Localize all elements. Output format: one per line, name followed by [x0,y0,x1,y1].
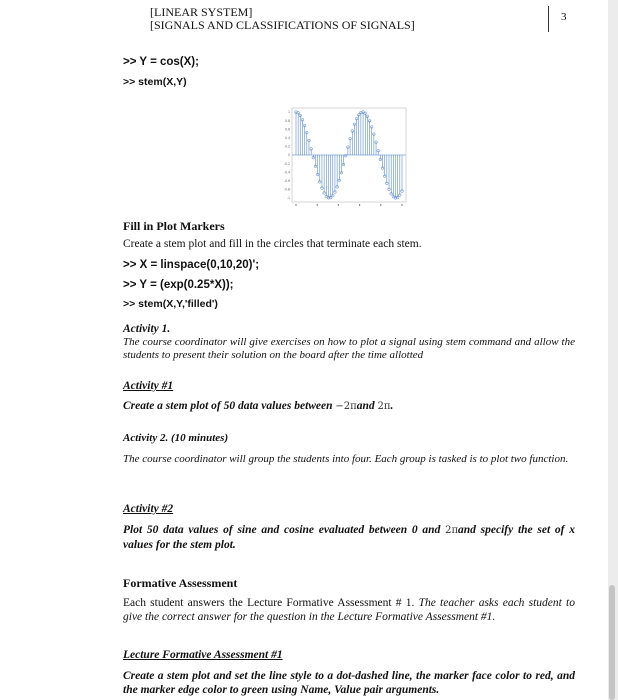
y-tick-label: -1 [286,196,290,201]
y-tick-label: -0.8 [283,187,290,192]
math-2pi: 2π [445,525,459,536]
formative-text [123,596,575,624]
scrollbar-thumb[interactable] [609,585,615,700]
activity-title: Activity #1 [123,380,174,392]
formative-text-part: The teacher asks each student to give the correct answer for the question in the Lecture Formative Assessment #1. [123,597,575,623]
activity-text-part: and [356,400,378,412]
header-subtitle: [SIGNALS AND CLASSIFICATIONS OF SIGNALS] [150,18,415,32]
y-tick-label: -0.4 [283,170,290,175]
formative-text-part: Each student answers the Lecture Formative Assessment # 1. [123,597,419,609]
activity-text [123,400,393,412]
y-tick-label: -0.6 [283,179,290,183]
activity-title: Activity 2. (10 minutes) [123,432,229,444]
header-title: [LINEAR SYSTEM] [150,5,253,19]
activity-text-part: . [390,400,394,412]
section-heading: Fill in Plot Markers [123,219,225,233]
y-tick-label: 0.2 [284,144,290,149]
x-tick-mark [295,204,296,205]
x-tick-mark [401,204,402,205]
code-line: >> stem(X,Y) [123,76,187,88]
code-line: >> Y = cos(X); [123,56,199,68]
code-line: >> Y = (exp(0.25*X)); [123,279,234,291]
activity-title: Activity 1. [123,323,171,335]
section-heading: Formative Assessment [123,576,238,590]
x-tick-mark [359,204,360,205]
page-number: 3 [561,11,567,23]
stem-plot-figure [278,104,414,208]
math-neg-2pi: −2π [335,401,357,412]
x-tick-mark [338,204,339,205]
code-line: >> stem(X,Y,'filled') [123,298,218,310]
activity-text: The course coordinator will group the students into four. Each group is tasked is to plot two function. [123,453,569,465]
x-tick-mark [317,204,318,205]
y-tick-label: 0.6 [284,127,290,132]
activity-title: Lecture Formative Assessment #1 [123,649,283,661]
y-tick-label: 0 [287,153,290,158]
math-2pi: 2π [377,401,391,412]
section-description: Create a stem plot and fill in the circles that terminate each stem. [123,238,422,250]
activity-title: Activity #2 [123,503,174,515]
y-tick-label: 0.4 [284,136,290,140]
y-tick-label: 0.8 [284,118,290,123]
activity-text [123,523,575,552]
x-tick-mark [380,204,381,205]
code-line: >> X = linspace(0,10,20)'; [123,259,260,271]
activity-text: Create a stem plot and set the line style to a dot-dashed line, the marker face color to red, and the marker edge color to green using Name, Value pair arguments. [123,670,575,696]
activity-text: The course coordinator will give exercises on how to plot a signal using stem command and allow the students to present their solution on the board after the time allotted [123,336,575,361]
activity-text-part: Create a stem plot of 50 data values between [123,400,336,412]
activity-text-part: Plot 50 data values of sine and cosine evaluated between 0 and [123,524,446,536]
header-divider [548,6,549,32]
y-tick-label: 1 [287,110,290,115]
y-tick-label: -0.2 [283,161,290,166]
activity-text-part: and specify the set of x values for the stem plot. [123,524,576,551]
